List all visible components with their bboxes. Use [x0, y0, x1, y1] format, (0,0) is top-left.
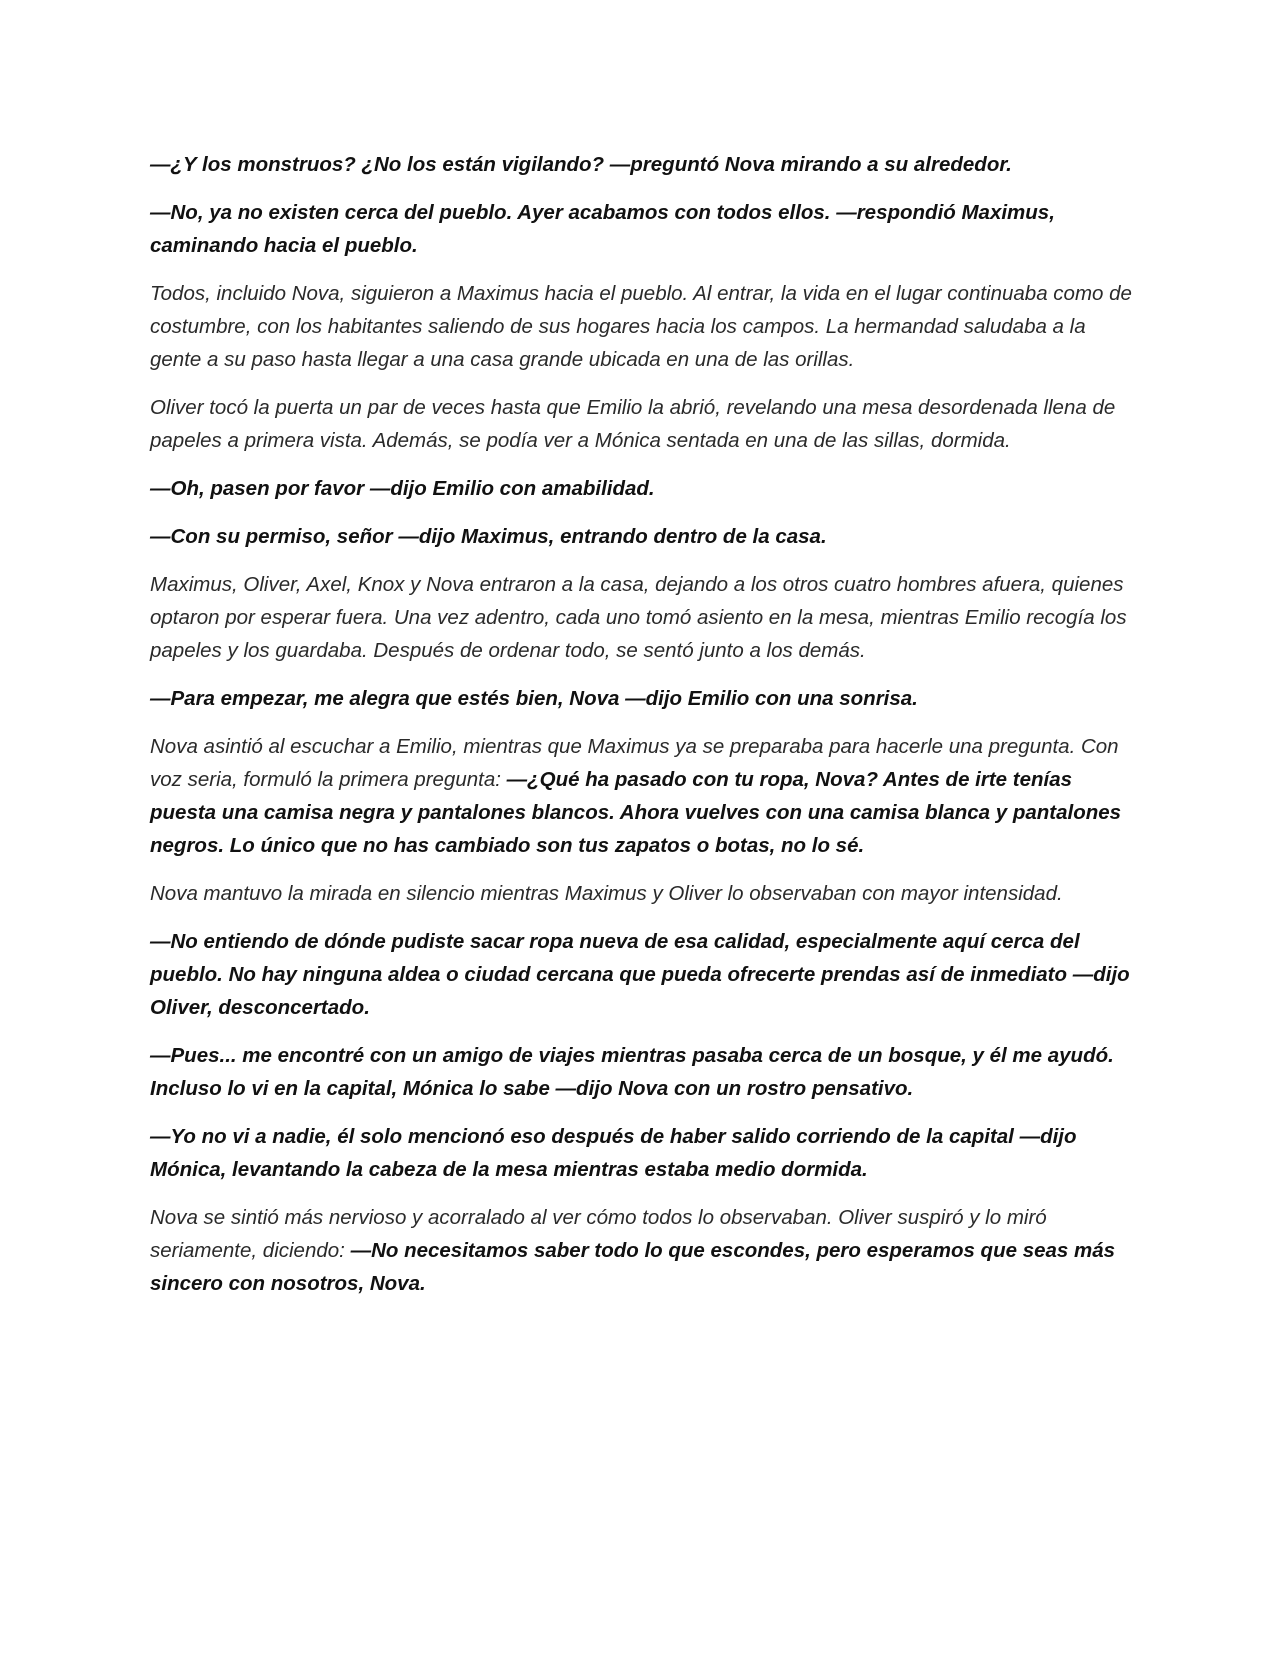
paragraph-dialogue: —No entiendo de dónde pudiste sacar ropa nueva de esa calidad, especialmente aquí cerca del pueblo. No hay ninguna aldea o ciudad cercana que pueda ofrecerte prendas así de inmediato —dijo Oliver, desconcertado.	[150, 930, 1130, 1019]
paragraph-mixed	[150, 730, 1135, 862]
narration-text: Nova asintió al escuchar a Emilio, mientras que Maximus ya se preparaba para hacerle una pregunta. Con voz seria, formuló la primera pregunta:	[150, 735, 1119, 791]
paragraph-dialogue: —Con su permiso, señor —dijo Maximus, entrando dentro de la casa.	[150, 525, 827, 548]
paragraph-narration: Todos, incluido Nova, siguieron a Maximus hacia el pueblo. Al entrar, la vida en el lugar continuaba como de costumbre, con los habitantes saliendo de sus hogares hacia los campos. La hermandad saludaba a la gente a su paso hasta llegar a una casa grande ubicada en una de las orillas.	[150, 282, 1132, 371]
paragraph-dialogue: —Oh, pasen por favor —dijo Emilio con amabilidad.	[150, 477, 655, 500]
narration-text: Nova se sintió más nervioso y acorralado al ver cómo todos lo observaban. Oliver suspiró y lo miró seriamente, diciendo:	[150, 1206, 1047, 1262]
dialogue-text: —No necesitamos saber todo lo que escondes, pero esperamos que seas más sincero con nosotros, Nova.	[150, 1239, 1116, 1295]
paragraph-dialogue: —No, ya no existen cerca del pueblo. Ayer acabamos con todos ellos. —respondió Maximus, caminando hacia el pueblo.	[150, 201, 1055, 257]
paragraph-mixed	[150, 1201, 1135, 1300]
paragraph-dialogue: —Para empezar, me alegra que estés bien, Nova —dijo Emilio con una sonrisa.	[150, 687, 918, 710]
paragraph-narration: Maximus, Oliver, Axel, Knox y Nova entraron a la casa, dejando a los otros cuatro hombres afuera, quienes optaron por esperar fuera. Una vez adentro, cada uno tomó asiento en la mesa, mientras Emilio recogía los papeles y los guardaba. Después de ordenar todo, se sentó junto a los demás.	[150, 573, 1127, 662]
dialogue-text: —¿Qué ha pasado con tu ropa, Nova? Antes de irte tenías puesta una camisa negra y pantalones blancos. Ahora vuelves con una camisa blanca y pantalones negros. Lo único que no has cambiado son tus zapatos o botas, no lo sé.	[150, 768, 1122, 857]
paragraph-narration: Oliver tocó la puerta un par de veces hasta que Emilio la abrió, revelando una mesa desordenada llena de papeles a primera vista. Además, se podía ver a Mónica sentada en una de las sillas, dormida.	[150, 396, 1116, 452]
paragraph-dialogue: —¿Y los monstruos? ¿No los están vigilando? —preguntó Nova mirando a su alrededor.	[150, 153, 1012, 176]
paragraph-dialogue: —Pues... me encontré con un amigo de viajes mientras pasaba cerca de un bosque, y él me ayudó. Incluso lo vi en la capital, Mónica lo sabe —dijo Nova con un rostro pensativo.	[150, 1044, 1114, 1100]
paragraph-narration: Nova mantuvo la mirada en silencio mientras Maximus y Oliver lo observaban con mayor intensidad.	[150, 882, 1063, 905]
document-page	[150, 148, 1135, 1315]
paragraph-dialogue: —Yo no vi a nadie, él solo mencionó eso después de haber salido corriendo de la capital —dijo Mónica, levantando la cabeza de la mesa mientras estaba medio dormida.	[150, 1125, 1077, 1181]
